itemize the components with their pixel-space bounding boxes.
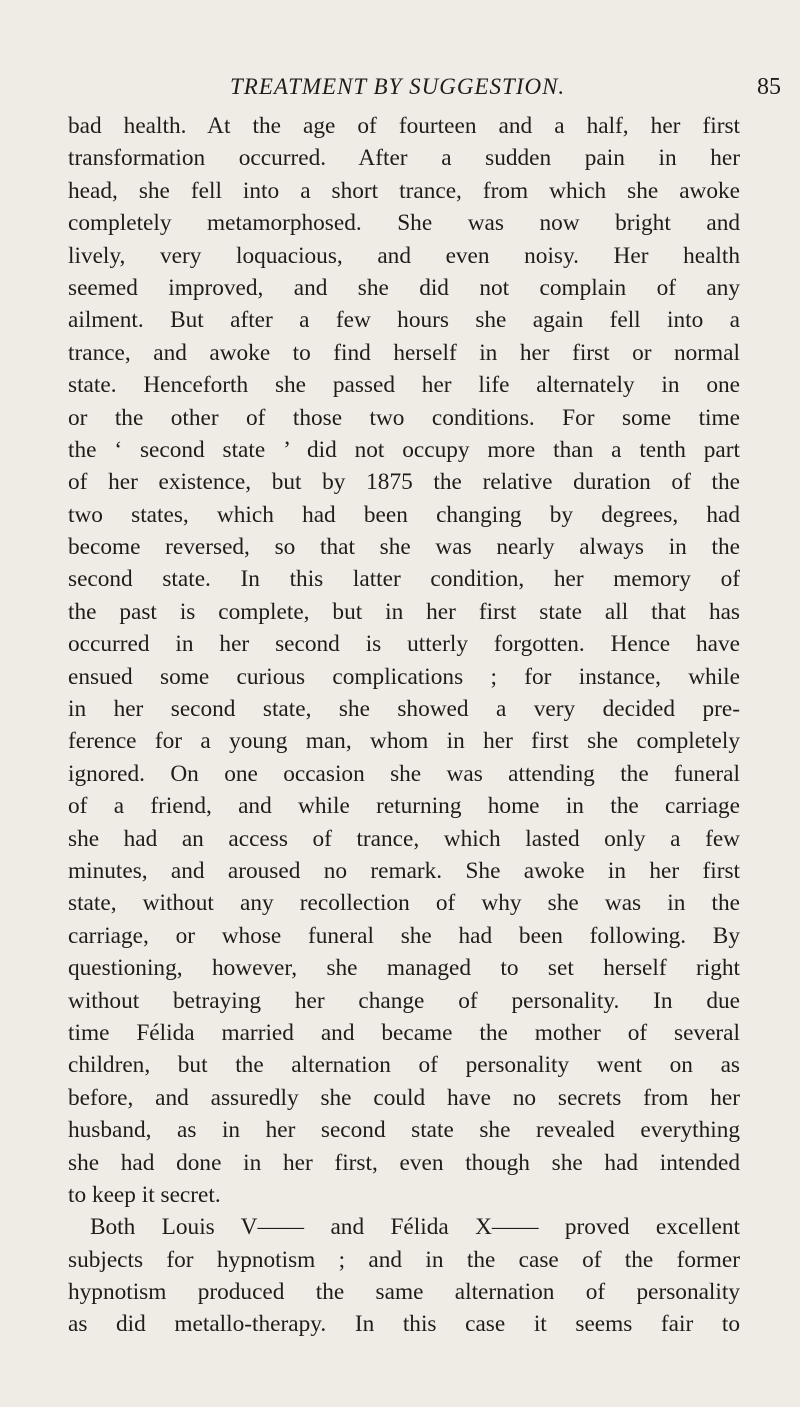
text-line: before, and assuredly she could have no secrets from her	[68, 1084, 740, 1111]
text-line: ailment. But after a few hours she again fell into a	[68, 307, 740, 334]
text-line: ignored. On one occasion she was attending the funeral	[68, 760, 740, 787]
text-line: transformation occurred. After a sudden pain in her	[68, 145, 740, 172]
text-line: second state. In this latter condition, her memory of	[68, 566, 740, 593]
text-line: lively, very loquacious, and even noisy. Her health	[68, 242, 740, 269]
text-line: head, she fell into a short trance, from which she awoke	[68, 177, 740, 204]
text-line: of her existence, but by 1875 the relative duration of the	[68, 469, 740, 496]
page-number: 85	[757, 74, 781, 100]
text-line: two states, which had been changing by degrees, had	[68, 501, 740, 528]
text-line: she had done in her first, even though she had intended	[68, 1149, 740, 1176]
text-line: state. Henceforth she passed her life alternately in one	[68, 372, 740, 399]
text-line: carriage, or whose funeral she had been following. By	[68, 922, 740, 949]
text-line: or the other of those two conditions. For some time	[68, 404, 740, 431]
text-line: become reversed, so that she was nearly always in the	[68, 534, 740, 561]
text-line: as did metallo-therapy. In this case it seems fair to	[68, 1311, 740, 1338]
text-line: ensued some curious complications ; for instance, while	[68, 663, 740, 690]
text-line: children, but the alternation of personality went on as	[68, 1052, 740, 1079]
text-line: the past is complete, but in her first state all that has	[68, 598, 740, 625]
text-line: the ‘ second state ’ did not occupy more than a tenth part	[68, 436, 740, 463]
text-line: without betraying her change of personality. In due	[68, 987, 740, 1014]
body-text	[68, 110, 740, 1341]
text-line: of a friend, and while returning home in the carriage	[68, 793, 740, 820]
text-line: trance, and awoke to find herself in her first or normal	[68, 339, 740, 366]
text-line: questioning, however, she managed to set herself right	[68, 955, 740, 982]
running-title: TREATMENT BY SUGGESTION.	[230, 74, 566, 99]
text-line: ference for a young man, whom in her first she completely	[68, 728, 740, 755]
text-line: state, without any recollection of why she was in the	[68, 890, 740, 917]
text-line: bad health. At the age of fourteen and a half, her first	[68, 113, 740, 139]
text-line: completely metamorphosed. She was now bright and	[68, 210, 740, 237]
text-line: subjects for hypnotism ; and in the case of the former	[68, 1246, 740, 1273]
text-line: seemed improved, and she did not complain of any	[68, 274, 740, 301]
text-line: in her second state, she showed a very decided pre-	[68, 696, 740, 723]
paragraph-start-line: Both Louis V—— and Félida X—— proved excellent	[90, 1214, 740, 1241]
text-line: husband, as in her second state she revealed everything	[68, 1117, 740, 1144]
paragraph-end-line: to keep it secret.	[68, 1181, 221, 1208]
text-line: time Félida married and became the mother of several	[68, 1019, 740, 1046]
text-line: hypnotism produced the same alternation of personality	[68, 1279, 740, 1306]
text-line: she had an access of trance, which lasted only a few	[68, 825, 740, 852]
text-line: occurred in her second is utterly forgotten. Hence have	[68, 631, 740, 658]
text-line: minutes, and aroused no remark. She awoke in her first	[68, 857, 740, 884]
